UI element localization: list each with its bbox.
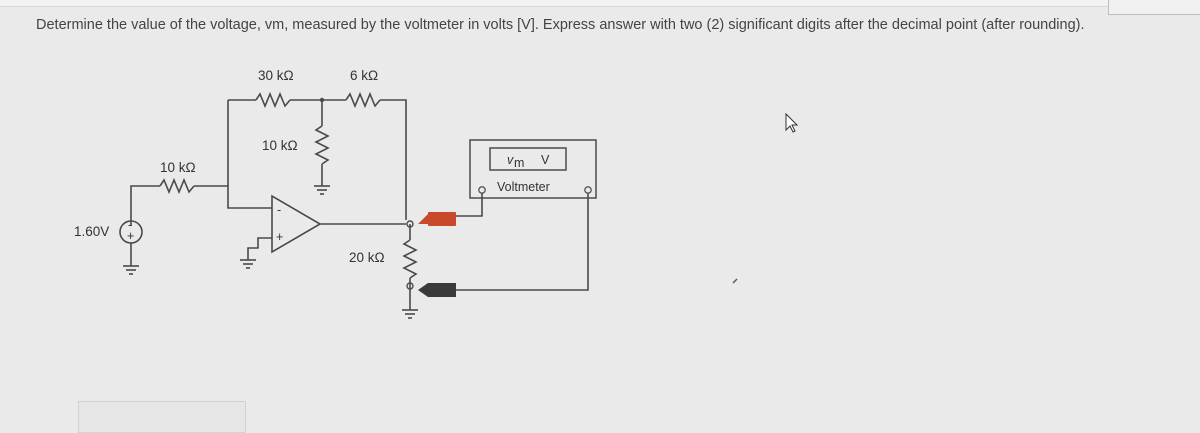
resistor-10k-shunt-zigzag <box>316 126 328 164</box>
resistor-10k-input-zigzag <box>160 180 194 192</box>
label-r-10k-input: 10 kΩ <box>160 160 196 175</box>
wire-input-to-opamp <box>194 186 272 208</box>
label-r-30k: 30 kΩ <box>258 68 294 83</box>
voltmeter-unit: V <box>541 153 550 167</box>
voltmeter-label: Voltmeter <box>497 180 550 194</box>
opamp-minus-sign: - <box>277 203 282 217</box>
voltmeter-lead-positive <box>456 193 482 216</box>
wire-source-up <box>131 186 160 226</box>
probe-red-body <box>428 212 456 226</box>
answer-input-box[interactable] <box>78 401 246 433</box>
source-minus-sign: - <box>128 218 133 232</box>
resistor-30k-zigzag <box>256 94 290 106</box>
wire-opamp-plus <box>248 238 272 260</box>
label-r-6k: 6 kΩ <box>350 68 379 83</box>
question-text: Determine the value of the voltage, vm, measured by the voltmeter in volts [V]. Express answer with two (2) significant digits after the decimal point (after rounding). <box>36 17 1085 33</box>
resistor-6k-zigzag <box>346 94 380 106</box>
voltmeter-display <box>490 148 566 170</box>
opamp-plus-sign: + <box>276 230 284 244</box>
source-plus-sign: + <box>127 229 135 243</box>
mouse-pointer-icon <box>786 114 797 132</box>
voltmeter-m: m <box>514 156 525 170</box>
label-r-10k-shunt: 10 kΩ <box>262 138 298 153</box>
label-source-voltage: 1.60V <box>74 224 110 239</box>
voltmeter-lead-negative <box>456 193 588 290</box>
resistor-20k-zigzag <box>404 240 416 278</box>
voltmeter-v: v <box>507 153 514 167</box>
label-r-20k: 20 kΩ <box>349 250 385 265</box>
probe-black-tip <box>418 283 456 297</box>
wire-top-right <box>380 100 406 220</box>
